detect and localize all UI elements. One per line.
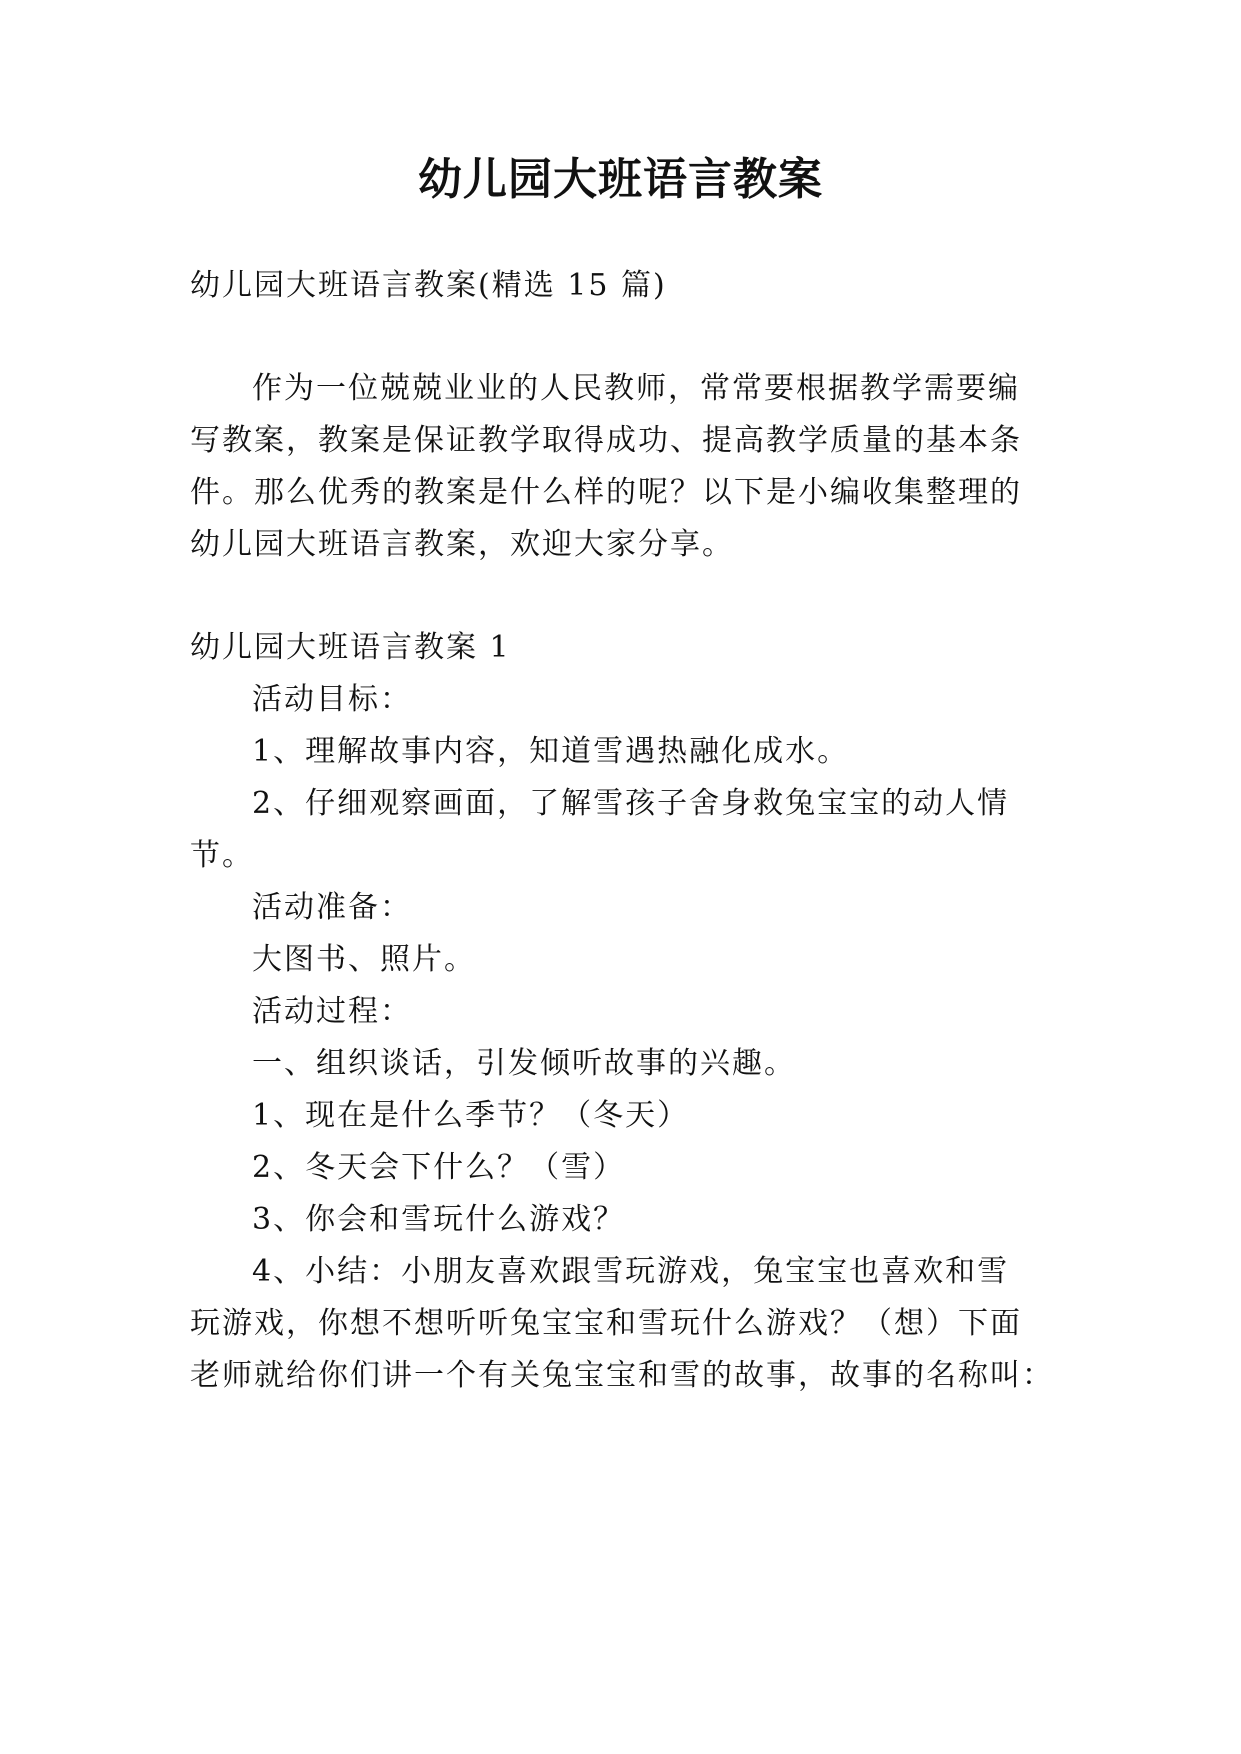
- goal-label: 活动目标：: [252, 682, 412, 717]
- question-item: 3、你会和雪玩什么游戏？: [252, 1202, 626, 1237]
- intro-line: 幼儿园大班语言教案，欢迎大家分享。: [190, 527, 734, 562]
- document-title: 幼儿园大班语言教案: [418, 154, 823, 205]
- intro-line: 写教案，教案是保证教学取得成功、提高教学质量的基本条: [190, 423, 1022, 458]
- intro-line: 作为一位兢兢业业的人民教师，常常要根据教学需要编: [252, 371, 1020, 406]
- document-subtitle: 幼儿园大班语言教案(精选 15 篇): [190, 268, 667, 303]
- prep-items: 大图书、照片。: [252, 942, 476, 977]
- process-label: 活动过程：: [252, 994, 412, 1029]
- question-item: 1、现在是什么季节？（冬天）: [252, 1098, 690, 1133]
- summary-line: 4、小结：小朋友喜欢跟雪玩游戏，兔宝宝也喜欢和雪: [252, 1254, 1010, 1289]
- goal-item: 2、仔细观察画面，了解雪孩子舍身救兔宝宝的动人情: [252, 786, 1010, 821]
- summary-line: 老师就给你们讲一个有关兔宝宝和雪的故事，故事的名称叫：: [190, 1358, 1054, 1393]
- goal-item-continuation: 节。: [190, 838, 254, 873]
- process-step: 一、组织谈话，引发倾听故事的兴趣。: [252, 1046, 796, 1081]
- question-item: 2、冬天会下什么？（雪）: [252, 1150, 626, 1185]
- summary-line: 玩游戏，你想不想听听兔宝宝和雪玩什么游戏？（想）下面: [190, 1306, 1022, 1341]
- intro-line: 件。那么优秀的教案是什么样的呢？以下是小编收集整理的: [190, 475, 1022, 510]
- prep-label: 活动准备：: [252, 890, 412, 925]
- goal-item: 1、理解故事内容，知道雪遇热融化成水。: [252, 734, 850, 769]
- section-heading: 幼儿园大班语言教案 1: [190, 630, 511, 665]
